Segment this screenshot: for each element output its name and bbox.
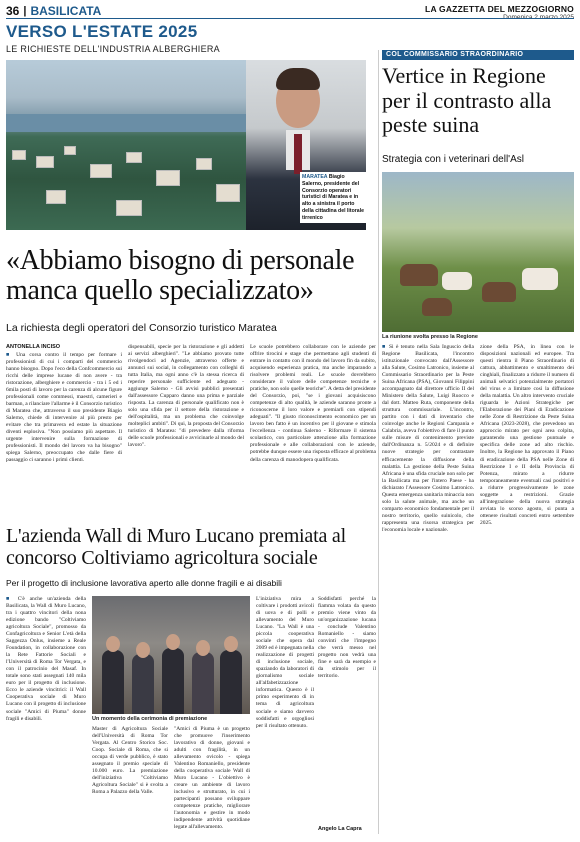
photo-animal (422, 298, 452, 316)
main-column-3: Le scuole potrebbero collaborare con le aziende per offrire tirocini e stage che permettano agli studenti di entrare in contatto con il mondo del lavoro fin da subito, acquisendo esperienza pratica, ma anche imparando a risolvere problemi reali. Le scuole dovrebbero considerare il valore delle competenze tecniche e pratiche, non solo quelle teoriche". A detta del presidente del Consorzio, poi, "se i giovani acquisiscono competenze di alto qualità, le aziende saranno pronte a riconoscerne il loro valore e premiarli con stipendi adeguati". "Il giusto riconoscimento economico per un lavoro ben fatto è un incentivo per il giovane e stimola l'eccellenza - continua Salerno - Riformare il sistema scolastico, con particolare attenzione alla formazione professionale e alle collaborazioni con le aziende, potrebbe dunque essere una risposta efficace al problema della carenza di manodopera qualificata. (250, 344, 376, 463)
main-column-1 (6, 352, 122, 512)
second-column-1 (6, 596, 86, 836)
photo-person-head (224, 636, 238, 652)
sea-band (6, 114, 246, 132)
photo-house (12, 150, 26, 160)
photo-house (156, 170, 180, 186)
main-headline: «Abbiamo bisogno di personale manca quello specializzato» (6, 245, 355, 307)
second-column-3: "Amici di Piuma è un progetto che promuove l'inserimento lavorativo di donne, giovani e adulti con fragilità, in un allevamento ovicolo - spiega Valentino Romaniello, presidente della cooperativa sociale Wall di Muro Lucano - L'obiettivo è creare un ambiente di lavoro inclusivo e strutturato, in cui i partecipanti possano sviluppare competenze pratiche, migliorare l'autonomia e gestire in modo indipendente attività quotidiane legate all'allevamento. (174, 726, 250, 831)
photo-animal (442, 272, 472, 290)
photo-house (46, 190, 66, 204)
bullet-marker: ■ (6, 596, 18, 602)
harbor-photo (6, 60, 246, 230)
ceremony-photo (92, 596, 250, 714)
photo-house (216, 184, 240, 202)
photo-house (196, 158, 212, 170)
second-column-4: L'iniziativa mira a coltivare i prodotti avicoli di uova e di polli e allevamento del Muro Lucano. "La Wall è una piccola cooperativa sociale che opera dal 2009 ed è impegnata nella realizzazione di progetti di inclusione sociale, spaziando da laboratori di giornalismo sociale all'alfabetizzazione informatica. Questo è il primo esperimento di in tema di agricoltura sociale e siamo davvero soddisfatti e orgogliosi per il risultato ottenuto. (256, 596, 314, 729)
second-column-2: Master di Agricoltura Sociale dell'Università di Roma Tor Vergata. Al Centro Storico Soc. Coop. Sociale di Roma, che si occupa di verde pubblico, è stato assegnato il premio speciale di 10.000 euro. La premiazione dell'iniziativa "Coltiviamo Agricoltura Sociale" si è svolta a Roma a Palazzo della Valle. (92, 726, 168, 796)
caption-text: Biagio Salerno, presidente del Consorzio operatori turistici di Maratea e in alto a sinistra il porto della cittadina del litorale tirrenico (302, 174, 364, 221)
photo-person-head (166, 634, 180, 650)
main-column-1-text: Una corsa contro il tempo per formare i professionisti di cui i comparti del commercio hanno bisogno. Dopo l'eco della Confcommercio sui ricchi delle imprese lucane di non avere - tra ristorazione, alberghiere e commercio - tra i 5 ed i 6mila posti di lavoro per la carenza di alcune figure professionali come commessi, maestri, camerieri e barman, a rilanciare l'allarme è il Consorzio turistico di Maratea che, attraverso il suo presidente Biagio Salerno, chiede di intervenire al più presto per evitare che tra primavera ed estate la situazione diventi esplosiva. "Non possiamo più aspettare. Il urgente intervenire sulla formazione di professionisti. Il mondo del lavoro va ha bisogno" spiega Salerno, preoccupato che dalle fiere di passaggio ci saranno i primi clienti. (6, 352, 122, 464)
photo-house (126, 152, 142, 163)
photo-house (116, 200, 142, 216)
header-separator: | (23, 5, 27, 17)
kicker: VERSO L'ESTATE 2025 (6, 22, 198, 41)
photo-person-head (136, 642, 150, 658)
photo-house (36, 156, 54, 168)
photo-person (132, 654, 154, 714)
right-column-1-text: Si è tenuto nella Sala Inguscio della Regione Basilicata, l'incontro istituzionale convocato dall'Assessore alla Salute, Cosimo Latronico, insieme al Commissario Straordinario per la Peste Suina Africana (PSA), Giovanni Filippini accompagnato dal direttore ufficio II del Ministero della Salute, Luigi Ruocco e dal dott. Matteo Ruta, componente della struttura commissariale. L'incontro, partito con i dati di inventario che coinvolge anche le Regioni Campania e Calabria, aveva l'obiettivo di fare il punto sulle misure di contenimento previste dall'Ordinanza n. 5/2024 e di definire nuove strategie per contrastare efficacemente la diffusione della malattia. La gestione della Peste Suina Africana è una sfida cruciale non solo per la Basilicata ma per l'intero Paese - ha dichiarato l'Assessore Cosimo Latronico. Questa emergenza sanitaria minaccia non solo la salute animale, ma anche un comparto economico fondamentale per il nostro territorio, quello suinicolo, che rappresenta una risorsa strategica per l'economia locale e nazionale. (382, 344, 474, 533)
article-signature: Angelo La Capra (318, 826, 362, 832)
photo-house (64, 146, 76, 155)
photo-person (220, 650, 242, 714)
second-headline: L'azienda Wall di Muro Lucano premiata al concorso Coltiviamo agricoltura sociale (6, 525, 346, 570)
right-photo-caption: La riunione svolta presso la Regione (382, 334, 478, 340)
bullet-marker: ■ (6, 352, 17, 358)
portrait-hair (276, 68, 320, 90)
bullet-marker: ■ (382, 344, 389, 350)
photo-animal (482, 282, 516, 302)
photo-house (90, 164, 112, 178)
photo-person (102, 650, 124, 714)
right-article-title: Vertice in Regione per il contrasto alla peste suina (382, 63, 552, 138)
second-subheadline: Per il progetto di inclusione lavorativa aperto alle donne fragili e ai disabili (6, 578, 282, 588)
photo-animal (522, 268, 558, 290)
right-box-label: COL COMMISSARIO STRAORDINARIO (382, 50, 574, 60)
column-divider (378, 50, 379, 834)
second-column-1-text: C'è anche un'azienda della Basilicata, la Wall di Muro Lucano, tra i quattro vincitori della nona edizione bando "Coltiviamo agricoltura Sociale", promosso da Confagricoltura e Senior L'età della Saggezza Onlus, insieme a Reale Foundation, in collaborazione con la Rete Fattorie Sociali e l'Università di Roma Tor Vergata, e con il patrocinio del Masaf. In totale sono stati assegnati 140 mila euro per il progetto di inclusione. Ecco le aziende vincitrici: il Wall Cooperativa sociale di Muro Lucano con il progetto di inclusione sociale "Amici di Piuma" donne fragili e disabili. (6, 596, 86, 722)
header-rule (6, 18, 574, 19)
right-column-1 (382, 344, 474, 834)
page-header-left (6, 4, 101, 18)
portrait-tie (294, 134, 302, 174)
page-number: 36 (6, 4, 20, 18)
main-column-2: dispensabili, specie per la ristorazione e gli addetti ai servizi alberghieri". "Le abbiamo provato tutte rivolgendoci ad Agenzie, attraverso offerte e annunci sui social, in collegamento con colleghi di tutta Italia, ma ogni anno c'è la stessa ricerca di reperire personale sufficiente ed adeguato - aggiunge Salerno - Gli avvisi pubblici presentati dall'assessore Cupparo danno una prima e parziale risposta. La carenza di personale qualificato non è solo una sfida per il settore della ristorazione e dell'ospitalità, ma un problema che coinvolge molteplici ambiti". Di qui, la proposta del Consorzio turistico di Maratea: "di prevedere dalla riforma delle scuole professionali e avvicinarle al mondo del lavoro". (128, 344, 244, 449)
caption-place: MARATEA (302, 174, 328, 180)
photo-person (192, 652, 214, 714)
photo-person-head (106, 636, 120, 652)
right-column-2: zione della PSA, in linea con le disposizioni nazionali ed europee. Tra questi rientra il Piano Straordinario di cattura, abbattimento e smaltimento dei cinghiali, finalizzato a ridurre il numero di animali selvatici potenzialmente portatori del virus e a limitare così la diffusione della malattia. Un altro intervento cruciale riguarda le Azioni Strategiche per l'Elaborazione dei Piani di Eradicazione nelle Zone di Restrizione da Peste Suina Africana (2023-2028), che prevedono un approccio mirato per ogni area colpita, garantendo una gestione puntuale e specifica delle zone ad alto rischio. Inoltre, la Regione ha approvato il Piano di eradicazione della PSA nelle Zone di Restrizione I e II della Provincia di Potenza, mirato a ridurre temporaneamente eventuali casi positivi e a ridurre progressivamente le zone soggette a restrizioni. Grazie all'integrazione della nuova strategia avviata lo scorso agosto, si punta a ottenere risultati concreti entro settembre 2025. (480, 344, 574, 526)
pigs-photo (382, 172, 574, 332)
portrait-caption (300, 172, 368, 223)
byline: ANTONELLA INCISO (6, 344, 61, 350)
second-column-5: Soddisfatti perché la fiamma volata da questo premio viene vinto da un'organizzazione lucana - conclude Valentino Romaniello - siamo convinti che l'impegno che verrà messo nel progetto non vedrà una fine e sarà da esempio e da stimolo per il territorio. (318, 596, 376, 680)
main-subheadline: La richiesta degli operatori del Consorzio turistico Maratea (6, 322, 277, 334)
ceremony-photo-caption: Un momento della cerimonia di premiazione (92, 716, 208, 722)
newspaper-name: LA GAZZETTA DEL MEZZOGIORNO (425, 4, 574, 14)
section-name: BASILICATA (30, 4, 102, 18)
photo-animal (400, 264, 438, 286)
right-article-subtitle: Strategia con i veterinari dell'Asl (382, 154, 524, 165)
photo-person (162, 648, 184, 714)
subkicker: LE RICHIESTE DELL'INDUSTRIA ALBERGHIERA (6, 44, 220, 54)
photo-person-head (196, 640, 210, 656)
